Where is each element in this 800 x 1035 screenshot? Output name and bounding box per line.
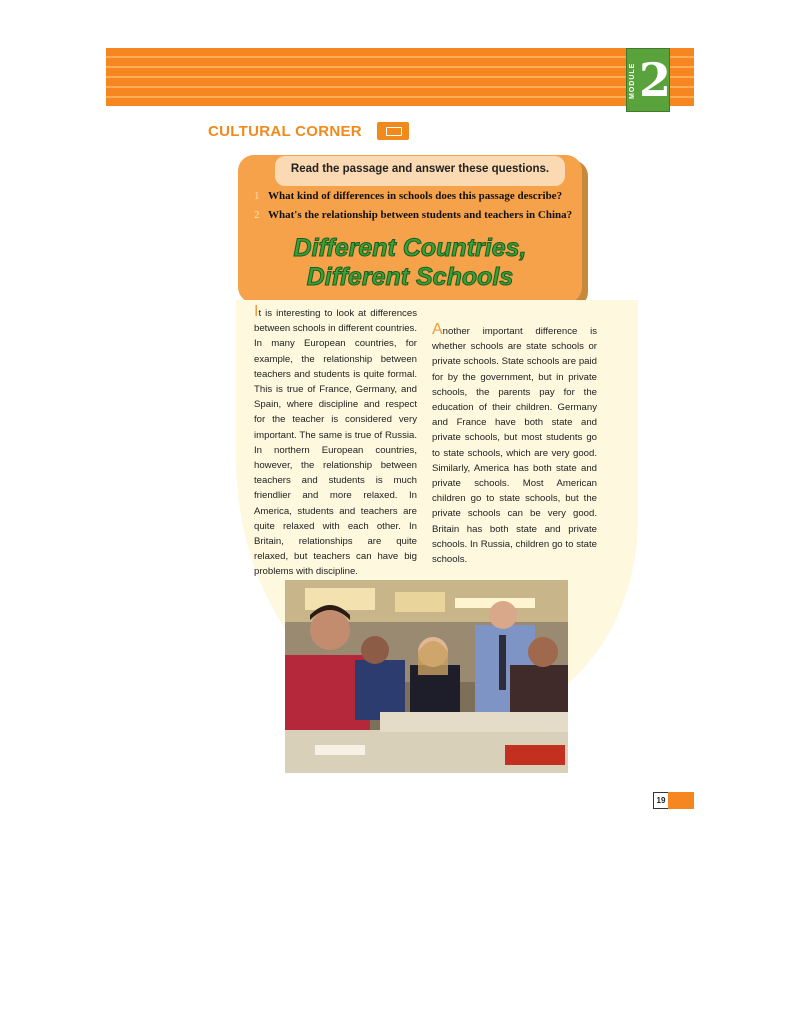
instruction-text: Read the passage and answer these questions. xyxy=(290,163,550,175)
article-title-line-1: Different Countries, xyxy=(293,234,527,262)
paragraph-2: Another important difference is whether schools are state schools or private schools. State schools are paid for by the government, but in private schools, the parents pay for the education of their children. Germany and France have both state and private schools, but most students go to state schools, which are very good. Similarly, America has both state and private schools. Most American children go to state schools, but the private schools can be very good. Britain has both state and private schools. In Russia, children go to state schools. xyxy=(432,321,597,566)
page-number-bar xyxy=(668,792,694,809)
paragraph-1: It is interesting to look at differences between schools in different countries. In many European countries, for example, the relationship between teachers and students is quite formal. This is true of France, Germany, and Spain, where discipline and respect for the teacher is considered very important. The same is true of Russia. In northern European countries, however, the relationship between teachers and students is much friendlier and more relaxed. In America, students and teachers are quite relaxed with each other. In Britain, relationships are quite relaxed, but teachers can have big problems with discipline. xyxy=(254,303,418,578)
book-icon xyxy=(377,122,409,140)
question-1: 1 What kind of differences in schools does this passage describe? xyxy=(254,190,563,202)
page-number: 19 xyxy=(653,792,669,809)
article-title-line-2: Different Schools xyxy=(306,263,514,291)
question-2: 2 What's the relationship between students and teachers in China? xyxy=(254,209,573,221)
module-tab xyxy=(626,48,670,112)
classroom-photo xyxy=(285,580,568,773)
article-column-2-text xyxy=(432,322,597,567)
instruction-banner xyxy=(275,156,565,186)
article-column-1 xyxy=(254,304,417,580)
module-number: 2 xyxy=(639,53,672,107)
module-banner xyxy=(106,48,694,106)
module-label: MODULE xyxy=(629,62,636,100)
section-title: CULTURAL CORNER xyxy=(208,123,362,140)
